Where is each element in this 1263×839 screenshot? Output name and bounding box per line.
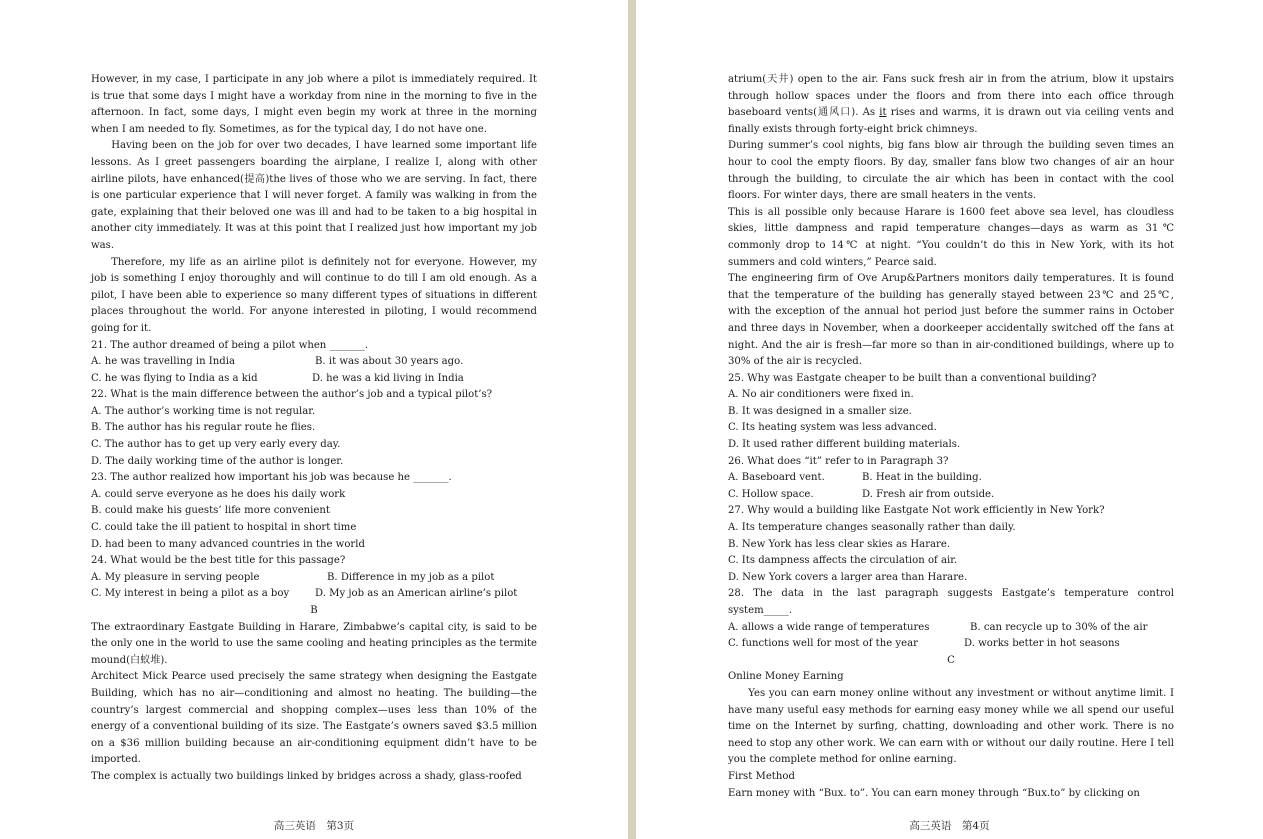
question-26-option-c: C. Hollow space. [728,488,814,500]
right-page [636,0,1263,839]
page-footer: 高三英语 第3页 [273,820,355,832]
question-24-options-row [91,570,537,587]
passage-c-title: Online Money Earning [728,671,844,683]
section-c-heading: C [947,654,955,666]
right-page-content [728,72,1174,802]
question-23-option: D. had been to many advanced countries in the world [91,538,365,550]
passage-b-paragraph: This is all possible only because Harare is 1600 feet above sea level, has cloudless skies, little dampness and rapid temperature changes—days as warm as 31℃ commonly drop to 14℃ at night. “You couldn’t do this in New York, with its hot summers and cold winters,” Pearce said. [728,206,1174,268]
underlined-it: it [879,107,887,119]
question-25-option: C. Its heating system was less advanced. [728,422,937,434]
question-23-stem: 23. The author realized how important his job was because he _______. [91,472,452,484]
question-21-option-b: B. it was about 30 years ago. [315,356,464,368]
question-23-option: A. could serve everyone as he does his daily work [91,488,346,500]
passage-a-paragraph: However, in my case, I participate in any job where a pilot is immediately required. It is true that some days I might have a workday from nine in the morning to five in the afternoon. In fact, some days, I might even begin my work at three in the morning when I am needed to fly. Sometimes, as for the typical day, I do not have one. [91,74,537,135]
question-27-option: A. Its temperature changes seasonally rather than daily. [728,522,1016,534]
question-21-stem: 21. The author dreamed of being a pilot when _______. [91,339,369,351]
question-23-option: B. could make his guests’ life more convenient [91,505,330,517]
question-24-options-row [91,586,537,603]
section-b-heading: B [310,605,318,616]
question-22-option: B. The author has his regular route he flies. [91,422,316,434]
question-21-option-d: D. he was a kid living in India [312,372,464,384]
question-21-option-a: A. he was travelling in India [91,356,235,368]
question-27-option: D. New York covers a larger area than Harare. [728,571,968,583]
passage-c-intro: Yes you can earn money online without any investment or without anytime limit. I have many useful easy methods for earning easy money while we all spend our useful time on the Internet by surfing, chatting, downloading and other work. There is no need to stop any other work. We can earn with or without our daily routine. Here I tell you the complete method for online earning. [728,687,1174,766]
question-28-option-b: B. can recycle up to 30% of the air [970,621,1148,633]
question-26-option-d: D. Fresh air from outside. [862,488,995,500]
left-page-content [91,72,537,786]
passage-b-paragraph: During summer’s cool nights, big fans blow air through the building seven times an hour to cool the empty floors. By day, smaller fans blow two changes of air an hour through the building, to circulate the air which has been in contact with the cool floors. For winter days, there are small heaters in the vents. [728,140,1174,202]
question-26-stem: 26. What does “it” refer to in Paragraph 3? [728,455,949,467]
question-22-option: C. The author has to get up very early every day. [91,439,341,451]
question-28-options-row [728,620,1174,637]
question-24-option-d: D. My job as an American airline’s pilot [315,588,518,600]
left-page [0,0,628,839]
passage-b-paragraph: The complex is actually two buildings linked by bridges across a shady, glass-roofed [91,770,522,782]
question-24-stem: 24. What would be the best title for this passage? [91,555,346,567]
page-footer: 高三英语 第4页 [909,820,990,832]
question-27-stem: 27. Why would a building like Eastgate Not work efficiently in New York? [728,505,1105,517]
paragraph-text: rises and warms, it is drawn out via ceiling vents and finally exists through forty-eight brick chimneys. [728,107,1174,135]
question-28-stem: 28. The data in the last paragraph suggests Eastgate’s temperature control system_____. [728,588,1174,616]
passage-b-paragraph: The engineering firm of Ove Arup&Partners monitors daily temperatures. It is found that the temperature of the building has generally stayed between 23℃ and 25℃, with the exception of the annual hot period just before the summer rains in October and three days in November, when a doorkeeper accidentally switched off the fans at night. And the air is fresh—far more so than in air-conditioned buildings, where up to 30% of the air is recycled. [728,273,1174,368]
question-28-option-a: A. allows a wide range of temperatures [728,621,930,633]
question-21-option-c: C. he was flying to India as a kid [91,372,258,384]
question-25-option: A. No air conditioners were fixed in. [728,389,914,401]
question-28-option-c: C. functions well for most of the year [728,638,918,650]
passage-a-paragraph: Therefore, my life as an airline pilot is definitely not for everyone. However, my job is something I enjoy thoroughly and will continue to do till I am old enough. As a pilot, I have been able to experience so many different types of situations in different places throughout the world. For anyone interested in piloting, I would recommend going for it. [91,256,537,334]
question-26-options-row [728,487,1174,504]
question-21-options-row [91,354,537,371]
question-26-options-row [728,470,1174,487]
question-22-option: D. The daily working time of the author is longer. [91,455,344,467]
question-27-option: C. Its dampness affects the circulation of air. [728,555,958,567]
question-25-option: B. It was designed in a smaller size. [728,405,912,417]
question-23-option: C. could take the ill patient to hospital in short time [91,522,357,534]
question-22-option: A. The author’s working time is not regular. [91,405,316,417]
passage-c-paragraph: Earn money with “Bux. to”. You can earn money through “Bux.to” by clicking on [728,787,1140,799]
passage-b-paragraph: The extraordinary Eastgate Building in Harare, Zimbabwe’s capital city, is said to be the only one in the world to use the same cooling and heating principles as the termite mound(白蚁堆). [91,621,537,666]
passage-b-paragraph: Architect Mick Pearce used precisely the same strategy when designing the Eastgate Building, which has no air—conditioning and almost no heating. The building—the country’s largest commercial and shopping complex—uses less than 10% of the energy of a conventional building of its size. The Eastgate’s owners saved $3.5 million on a $36 million building because an air-conditioning equipment didn’t have to be imported. [91,671,537,766]
question-28-options-row [728,636,1174,653]
question-26-option-b: B. Heat in the building. [862,472,982,484]
question-22-stem: 22. What is the main difference between the author’s job and a typical pilot’s? [91,389,493,401]
question-24-option-b: B. Difference in my job as a pilot [327,571,495,583]
question-27-option: B. New York has less clear skies as Harare. [728,538,951,550]
page-gutter [628,0,636,839]
passage-b-paragraph-continued [728,72,1174,138]
question-25-option: D. It used rather different building materials. [728,439,961,451]
question-26-option-a: A. Baseboard vent. [728,472,825,484]
question-21-options-row [91,371,537,388]
passage-c-method-heading: First Method [728,770,795,782]
question-24-option-a: A. My pleasure in serving people [91,571,260,583]
question-25-stem: 25. Why was Eastgate cheaper to be built than a conventional building? [728,372,1097,384]
question-28-option-d: D. works better in hot seasons [964,638,1120,650]
passage-a-paragraph: Having been on the job for over two decades, I have learned some important life lessons. As I greet passengers boarding the airplane, I realize I, along with other airline pilots, have enhanced(提高)the lives of those who we are serving. In fact, there is one particular experience that I will never forget. A family was walking in from the gate, explaining that their beloved one was ill and had to be taken to a big hospital in another city immediately. It was at this point that I realized just how important my job was. [91,140,537,251]
paragraph-text: atrium(天井) open to the air. Fans suck fresh air in from the atrium, blow it upstairs through hollow spaces under the floors and from there into each office through baseboard vents(通风口). As [728,74,1174,119]
question-24-option-c: C. My interest in being a pilot as a boy [91,588,290,600]
